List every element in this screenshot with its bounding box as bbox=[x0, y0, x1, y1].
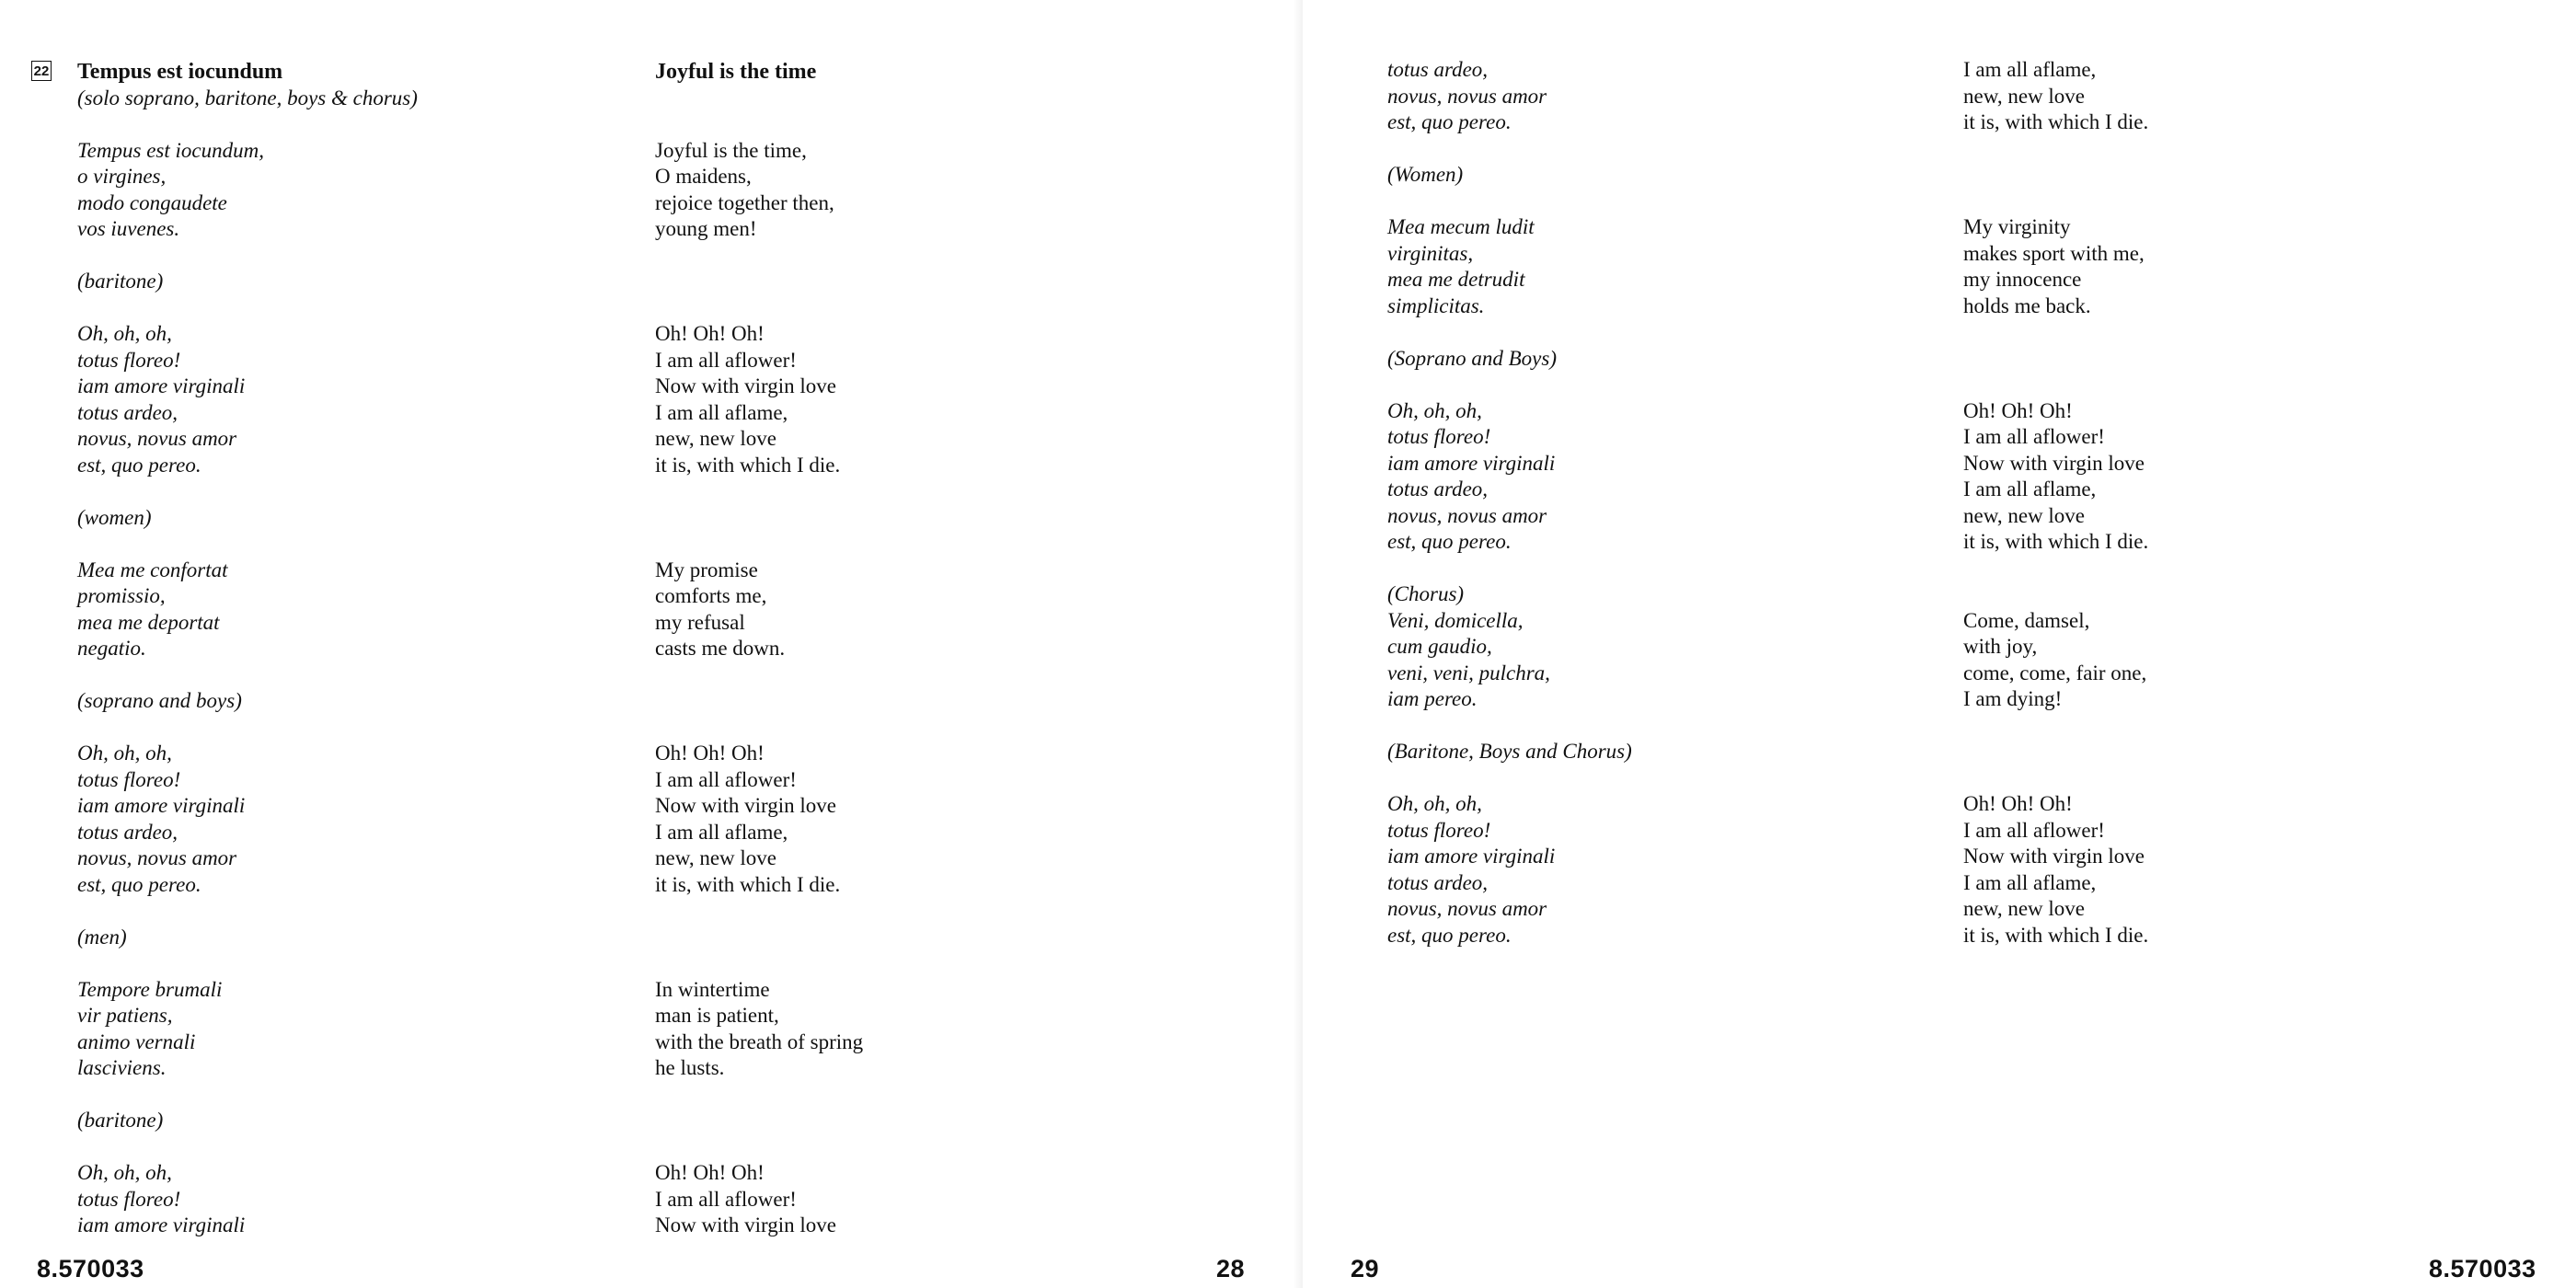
lyric-line: I am all aflame, bbox=[655, 820, 788, 844]
lyric-line: iam amore virginali bbox=[1387, 845, 1556, 868]
lyric-line: novus, novus amor bbox=[1387, 84, 1547, 108]
lyric-line: I am all aflower! bbox=[655, 767, 797, 791]
stanza bbox=[1963, 162, 2148, 189]
lyric-line: iam pereo. bbox=[1387, 687, 1478, 710]
lyric-line: new, new love bbox=[1963, 84, 2085, 108]
lyric-line: I am all aflame, bbox=[1963, 477, 2097, 500]
lyric-line: est, quo pereo. bbox=[1387, 923, 1512, 947]
performer-cue: (baritone) bbox=[77, 1109, 164, 1132]
lyric-line: Mea me confortat bbox=[77, 558, 228, 581]
stanza bbox=[77, 505, 418, 532]
stanza bbox=[77, 558, 418, 662]
lyric-line: it is, with which I die. bbox=[655, 453, 841, 477]
lyric-line: Joyful is the time, bbox=[655, 138, 807, 162]
lyric-line: I am all aflame, bbox=[1963, 870, 2097, 894]
performer-cue: (Women) bbox=[1387, 163, 1464, 186]
lyric-line: mea me detrudit bbox=[1387, 268, 1525, 291]
stanza bbox=[77, 977, 418, 1082]
lyric-line: new, new love bbox=[1963, 503, 2085, 527]
english-lyrics-column bbox=[1963, 57, 2148, 975]
lyric-line: totus ardeo, bbox=[1387, 58, 1489, 81]
lyric-line bbox=[1963, 162, 2148, 189]
stanza bbox=[1387, 214, 1632, 319]
stanza bbox=[655, 1108, 863, 1134]
lyric-line: In wintertime bbox=[655, 977, 770, 1001]
lyric-line: I am all aflower! bbox=[1963, 425, 2105, 448]
lyric-line: my innocence bbox=[1963, 268, 2082, 291]
lyric-line: My promise bbox=[655, 558, 758, 581]
stanza bbox=[1387, 346, 1632, 373]
lyric-line: Oh! Oh! Oh! bbox=[1963, 792, 2073, 815]
lyric-line: Oh, oh, oh, bbox=[1387, 398, 1482, 422]
latin-lyrics-column bbox=[77, 59, 418, 1265]
catalog-number: 8.570033 bbox=[2429, 1255, 2536, 1282]
stanza bbox=[655, 269, 863, 295]
lyric-line: est, quo pereo. bbox=[77, 872, 201, 896]
catalog-number: 8.570033 bbox=[37, 1255, 144, 1282]
stanza bbox=[77, 688, 418, 715]
lyric-line: est, quo pereo. bbox=[1387, 110, 1512, 133]
stanza bbox=[1387, 162, 1632, 189]
lyric-line: holds me back. bbox=[1963, 293, 2091, 317]
stanza bbox=[655, 558, 863, 662]
lyric-line bbox=[655, 505, 863, 532]
lyric-line: Now with virgin love bbox=[655, 374, 836, 397]
lyric-line: Now with virgin love bbox=[655, 794, 836, 817]
lyric-line: Veni, domicella, bbox=[1387, 608, 1524, 632]
stanza bbox=[77, 925, 418, 951]
lyric-line: totus ardeo, bbox=[77, 820, 178, 844]
stanza bbox=[1963, 739, 2148, 765]
english-lyrics-column bbox=[655, 59, 863, 1265]
stanza bbox=[1387, 57, 1632, 136]
lyric-line: totus ardeo, bbox=[77, 400, 178, 424]
stanza bbox=[1387, 581, 1632, 713]
lyric-line: totus floreo! bbox=[1387, 425, 1491, 448]
lyric-line: new, new love bbox=[1963, 897, 2085, 920]
lyric-line: totus floreo! bbox=[77, 767, 181, 791]
lyric-line bbox=[1963, 581, 2148, 608]
lyric-line: iam amore virginali bbox=[1387, 451, 1556, 475]
performer-cue: (men) bbox=[77, 925, 127, 949]
stanza bbox=[655, 505, 863, 532]
lyric-line: est, quo pereo. bbox=[1387, 530, 1512, 553]
lyric-line: vir patiens, bbox=[77, 1004, 173, 1027]
lyric-line: I am all aflower! bbox=[1963, 818, 2105, 842]
lyric-line: Oh, oh, oh, bbox=[77, 322, 172, 345]
lyric-line: casts me down. bbox=[655, 637, 786, 660]
latin-lyrics-column bbox=[1387, 57, 1632, 975]
stanza bbox=[1963, 214, 2148, 319]
performer-cue: (baritone) bbox=[77, 270, 164, 293]
lyric-line: Now with virgin love bbox=[1963, 845, 2145, 868]
stanza bbox=[655, 688, 863, 715]
english-subtitle-spacer bbox=[655, 86, 863, 112]
lyric-line: Now with virgin love bbox=[1963, 451, 2145, 475]
lyric-line: Tempus est iocundum, bbox=[77, 138, 264, 162]
lyric-line: with joy, bbox=[1963, 635, 2038, 658]
lyric-line bbox=[655, 688, 863, 715]
lyric-line bbox=[655, 1108, 863, 1134]
page-number: 29 bbox=[1351, 1255, 1380, 1282]
lyric-line: veni, veni, pulchra, bbox=[1387, 661, 1550, 684]
lyric-line: my refusal bbox=[655, 610, 745, 634]
right-page bbox=[1303, 0, 2576, 1288]
stanza bbox=[655, 321, 863, 478]
lyric-line: o virgines, bbox=[77, 165, 167, 188]
stanza bbox=[655, 1160, 863, 1239]
lyric-line: I am all aflower! bbox=[655, 1187, 797, 1211]
lyric-line: comforts me, bbox=[655, 584, 767, 607]
lyric-line: simplicitas. bbox=[1387, 293, 1485, 317]
lyric-line: new, new love bbox=[655, 427, 776, 450]
lyric-line: he lusts. bbox=[655, 1056, 725, 1079]
lyric-line: animo vernali bbox=[77, 1029, 196, 1053]
lyric-line: Tempore brumali bbox=[77, 977, 223, 1001]
stanza bbox=[1963, 581, 2148, 713]
lyric-line: My virginity bbox=[1963, 215, 2071, 238]
lyric-line: totus ardeo, bbox=[1387, 477, 1489, 500]
lyric-line: est, quo pereo. bbox=[77, 453, 201, 477]
lyric-line: Oh, oh, oh, bbox=[77, 742, 172, 765]
stanza bbox=[655, 138, 863, 243]
stanza bbox=[1963, 398, 2148, 556]
lyric-line: iam amore virginali bbox=[77, 374, 246, 397]
lyric-line: Mea mecum ludit bbox=[1387, 215, 1535, 238]
lyric-line: vos iuvenes. bbox=[77, 217, 180, 240]
lyric-line: it is, with which I die. bbox=[655, 872, 841, 896]
lyric-line: with the breath of spring bbox=[655, 1029, 864, 1053]
stanza bbox=[77, 138, 418, 243]
lyric-line: totus floreo! bbox=[77, 1187, 181, 1211]
lyric-line: Come, damsel, bbox=[1963, 608, 2090, 632]
lyric-line: I am all aflame, bbox=[655, 400, 788, 424]
latin-subtitle: (solo soprano, baritone, boys & chorus) bbox=[77, 86, 418, 109]
stanza bbox=[1387, 739, 1632, 765]
lyric-line: Oh, oh, oh, bbox=[77, 1161, 172, 1184]
lyric-line: lasciviens. bbox=[77, 1056, 167, 1079]
lyric-line: cum gaudio, bbox=[1387, 635, 1492, 658]
stanza bbox=[77, 1108, 418, 1134]
lyric-line: young men! bbox=[655, 217, 757, 240]
lyric-line: promissio, bbox=[77, 584, 166, 607]
lyric-line: Oh, oh, oh, bbox=[1387, 792, 1482, 815]
lyric-line: novus, novus amor bbox=[1387, 897, 1547, 920]
lyric-line bbox=[1963, 346, 2148, 373]
lyric-line: negatio. bbox=[77, 637, 146, 660]
latin-title: Tempus est iocundum bbox=[77, 60, 283, 84]
lyric-line: novus, novus amor bbox=[77, 427, 237, 450]
english-title: Joyful is the time bbox=[655, 60, 817, 84]
lyric-line: I am all aflower! bbox=[655, 348, 797, 372]
lyric-line: totus ardeo, bbox=[1387, 870, 1489, 894]
stanza bbox=[77, 321, 418, 478]
stanza bbox=[655, 741, 863, 898]
lyric-line: Oh! Oh! Oh! bbox=[655, 742, 765, 765]
stanza bbox=[77, 269, 418, 295]
lyric-line: modo congaudete bbox=[77, 190, 227, 214]
performer-cue: (Baritone, Boys and Chorus) bbox=[1387, 740, 1632, 763]
lyric-line: Oh! Oh! Oh! bbox=[655, 1161, 765, 1184]
stanza bbox=[655, 977, 863, 1082]
stanza bbox=[655, 925, 863, 951]
lyric-line bbox=[1963, 739, 2148, 765]
lyric-line: new, new love bbox=[655, 846, 776, 869]
lyric-line: come, come, fair one, bbox=[1963, 661, 2147, 684]
lyric-line: it is, with which I die. bbox=[1963, 530, 2149, 553]
lyric-line: I am all aflame, bbox=[1963, 58, 2097, 81]
lyric-line: mea me deportat bbox=[77, 610, 220, 634]
performer-cue: (Chorus) bbox=[1387, 582, 1465, 605]
lyric-line: Oh! Oh! Oh! bbox=[1963, 398, 2073, 422]
lyric-line bbox=[655, 925, 863, 951]
lyric-line: I am dying! bbox=[1963, 687, 2063, 710]
stanza bbox=[77, 741, 418, 898]
lyric-line: iam amore virginali bbox=[77, 794, 246, 817]
performer-cue: (soprano and boys) bbox=[77, 689, 242, 712]
stanza bbox=[1963, 791, 2148, 949]
page-number: 28 bbox=[1216, 1255, 1246, 1282]
lyric-line: iam amore virginali bbox=[77, 1213, 246, 1236]
lyric-line: makes sport with me, bbox=[1963, 241, 2145, 265]
lyric-line: totus floreo! bbox=[1387, 818, 1491, 842]
lyric-line: it is, with which I die. bbox=[1963, 110, 2149, 133]
lyric-line: novus, novus amor bbox=[1387, 503, 1547, 527]
lyric-line: totus floreo! bbox=[77, 348, 181, 372]
stanza bbox=[1963, 57, 2148, 136]
lyric-line: man is patient, bbox=[655, 1004, 779, 1027]
stanza bbox=[77, 1160, 418, 1239]
lyric-line: novus, novus amor bbox=[77, 846, 237, 869]
lyric-line: O maidens, bbox=[655, 165, 752, 188]
lyric-line bbox=[655, 269, 863, 295]
lyric-line: it is, with which I die. bbox=[1963, 923, 2149, 947]
lyric-line: rejoice together then, bbox=[655, 190, 834, 214]
stanza bbox=[1387, 791, 1632, 949]
performer-cue: (women) bbox=[77, 505, 152, 529]
lyric-line: virginitas, bbox=[1387, 241, 1474, 265]
lyric-line: Oh! Oh! Oh! bbox=[655, 322, 765, 345]
stanza bbox=[1387, 398, 1632, 556]
lyric-line: Now with virgin love bbox=[655, 1213, 836, 1236]
performer-cue: (Soprano and Boys) bbox=[1387, 346, 1557, 370]
track-number-badge: 22 bbox=[31, 61, 52, 81]
stanza bbox=[1963, 346, 2148, 373]
